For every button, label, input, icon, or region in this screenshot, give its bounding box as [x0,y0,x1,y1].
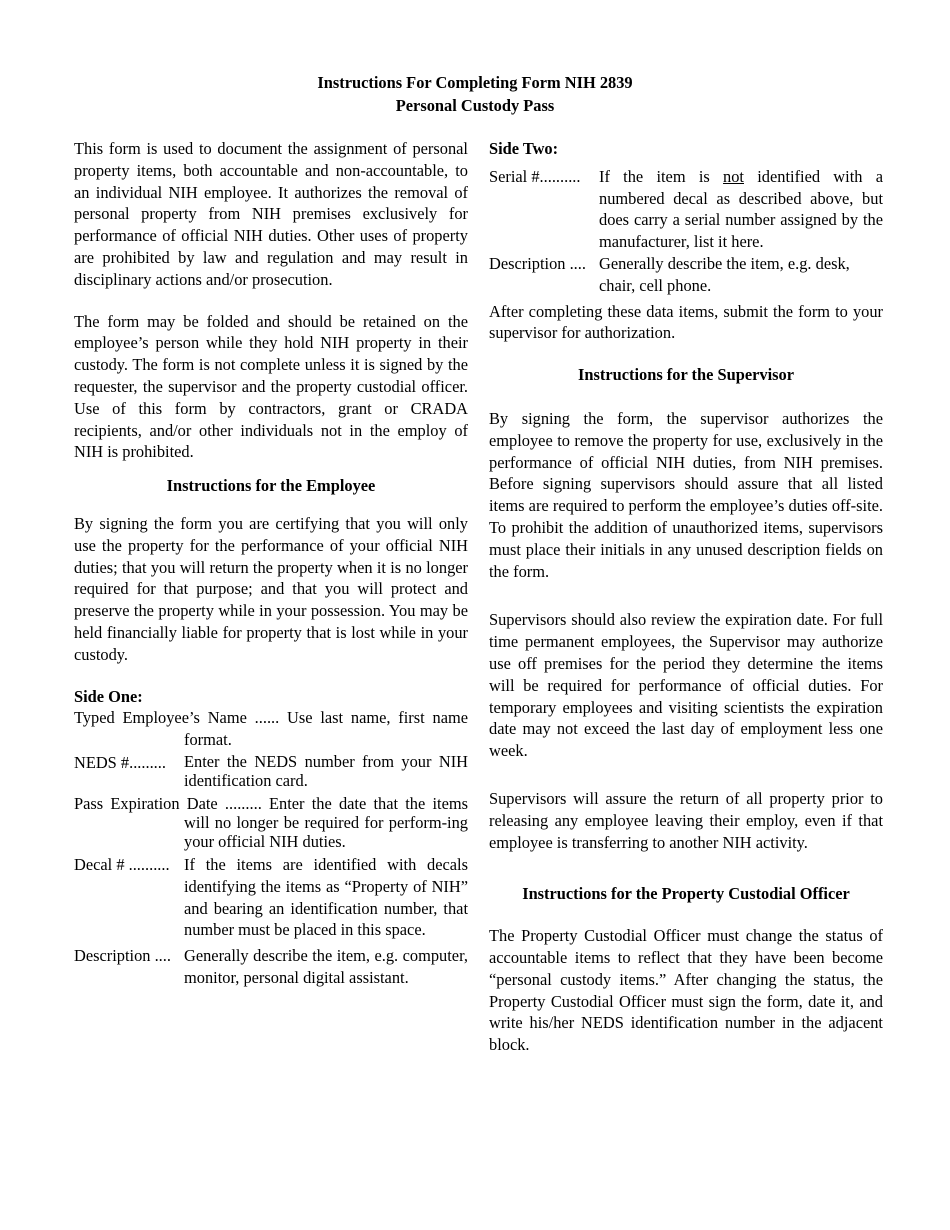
serial-description-part-a: If the item is [599,166,724,186]
typed-name-entry: Typed Employee’s Name ...... Use last name, first name format. [74,708,468,750]
pco-instructions-heading: Instructions for the Property Custodial Officer [522,884,850,904]
after-completing-paragraph: After completing these data items, submit the form to your supervisor for authorization. [489,301,883,343]
serial-description-part-b: identified with a numbered decal as described above, but does carry a serial number assigned by the manufacturer, list it here. [599,166,883,252]
side-two-heading: Side Two: [489,139,559,158]
decal-term: Decal # .......... [74,854,170,874]
supervisor-paragraph-2: Supervisors should also review the expiration date. For full time permanent employees, the Supervisor may authorize use off premises for the period they determine the items will be required for performance of official duties. For temporary employees and visiting scientists the expiration date may not exceed the last day of employment less one week. [489,610,883,761]
serial-description [599,166,883,253]
left-column [74,138,468,989]
intro-paragraph-2: The form may be folded and should be retained on the employee’s person while they hold NIH property in their custody. The form is not complete unless it is signed by the requester, the supervisor and the property custodial officer. Use of this form by contractors, grant or CRADA recipients, and/or other individuals not in the employ of NIH is prohibited. [74,311,468,462]
side-one-heading: Side One: [74,686,143,706]
supervisor-paragraph-3: Supervisors will assure the return of all property prior to releasing any employee leaving their employ, even if that employee is transferring to another NIH activity. [489,788,883,852]
description-description: Generally describe the item, e.g. computer, monitor, personal digital assistant. [184,946,468,987]
pass-expiration-entry: Pass Expiration Date ......... Enter the date that the items will no longer be required for perform-ing your official NIH duties. [74,793,468,851]
serial-entry [489,166,883,253]
neds-term: NEDS #......... [74,752,166,772]
neds-entry [74,752,468,790]
supervisor-paragraph-1: By signing the form, the supervisor authorizes the employee to remove the property for use, exclusively in the performance of official NIH duties, from NIH premises. Before signing supervisors should assure that all listed items are required to perform the employee’s duties off-site. To prohibit the addition of unauthorized items, supervisors must place their initials in any unused description fields on the form. [489,408,883,581]
description2-description: Generally describe the item, e.g. desk, chair, cell phone. [599,253,850,295]
intro-paragraph-1: This form is used to document the assignment of personal property items, both accountable and non-accountable, to an individual NIH employee. It authorizes the removal of personal property from NIH premises exclusively for performance of official NIH duties. Other uses of property are prohibited by law and regulation and may result in disciplinary actions and/or prosecution. [74,139,468,289]
employee-instructions-heading: Instructions for the Employee [166,476,376,496]
title-line-1: Instructions For Completing Form NIH 2839 [317,73,633,92]
employee-instructions-paragraph: By signing the form you are certifying that you will only use the property for the performance of your official NIH duties; that you will return the property when it is no longer required for that purpose; and that you will protect and preserve the property while in your possession. You may be held financially liable for property that is lost while in your custody. [74,513,468,664]
title-line-2: Personal Custody Pass [395,96,555,115]
neds-description: Enter the NEDS number from your NIH identification card. [184,751,468,790]
pco-paragraph: The Property Custodial Officer must change the status of accountable items to reflect that they have been become “personal custody items.” After changing the status, the Property Custodial Officer must sign the form, date it, and write his/her NEDS identification number in the adjacent block. [489,926,883,1055]
serial-term: Serial #.......... [489,166,581,186]
decal-description: If the items are identified with decals identifying the items as “Property of NIH” and bearing an identification number, that number must be placed in this space. [184,854,468,940]
serial-description-not: not [723,166,744,186]
description-term: Description .... [74,946,171,966]
decal-entry [74,854,468,941]
document-title [0,71,950,117]
description-entry [74,945,468,989]
description2-entry [489,253,883,297]
right-column [489,138,883,1056]
supervisor-instructions-heading: Instructions for the Supervisor [578,365,794,385]
description2-term: Description .... [489,253,586,273]
